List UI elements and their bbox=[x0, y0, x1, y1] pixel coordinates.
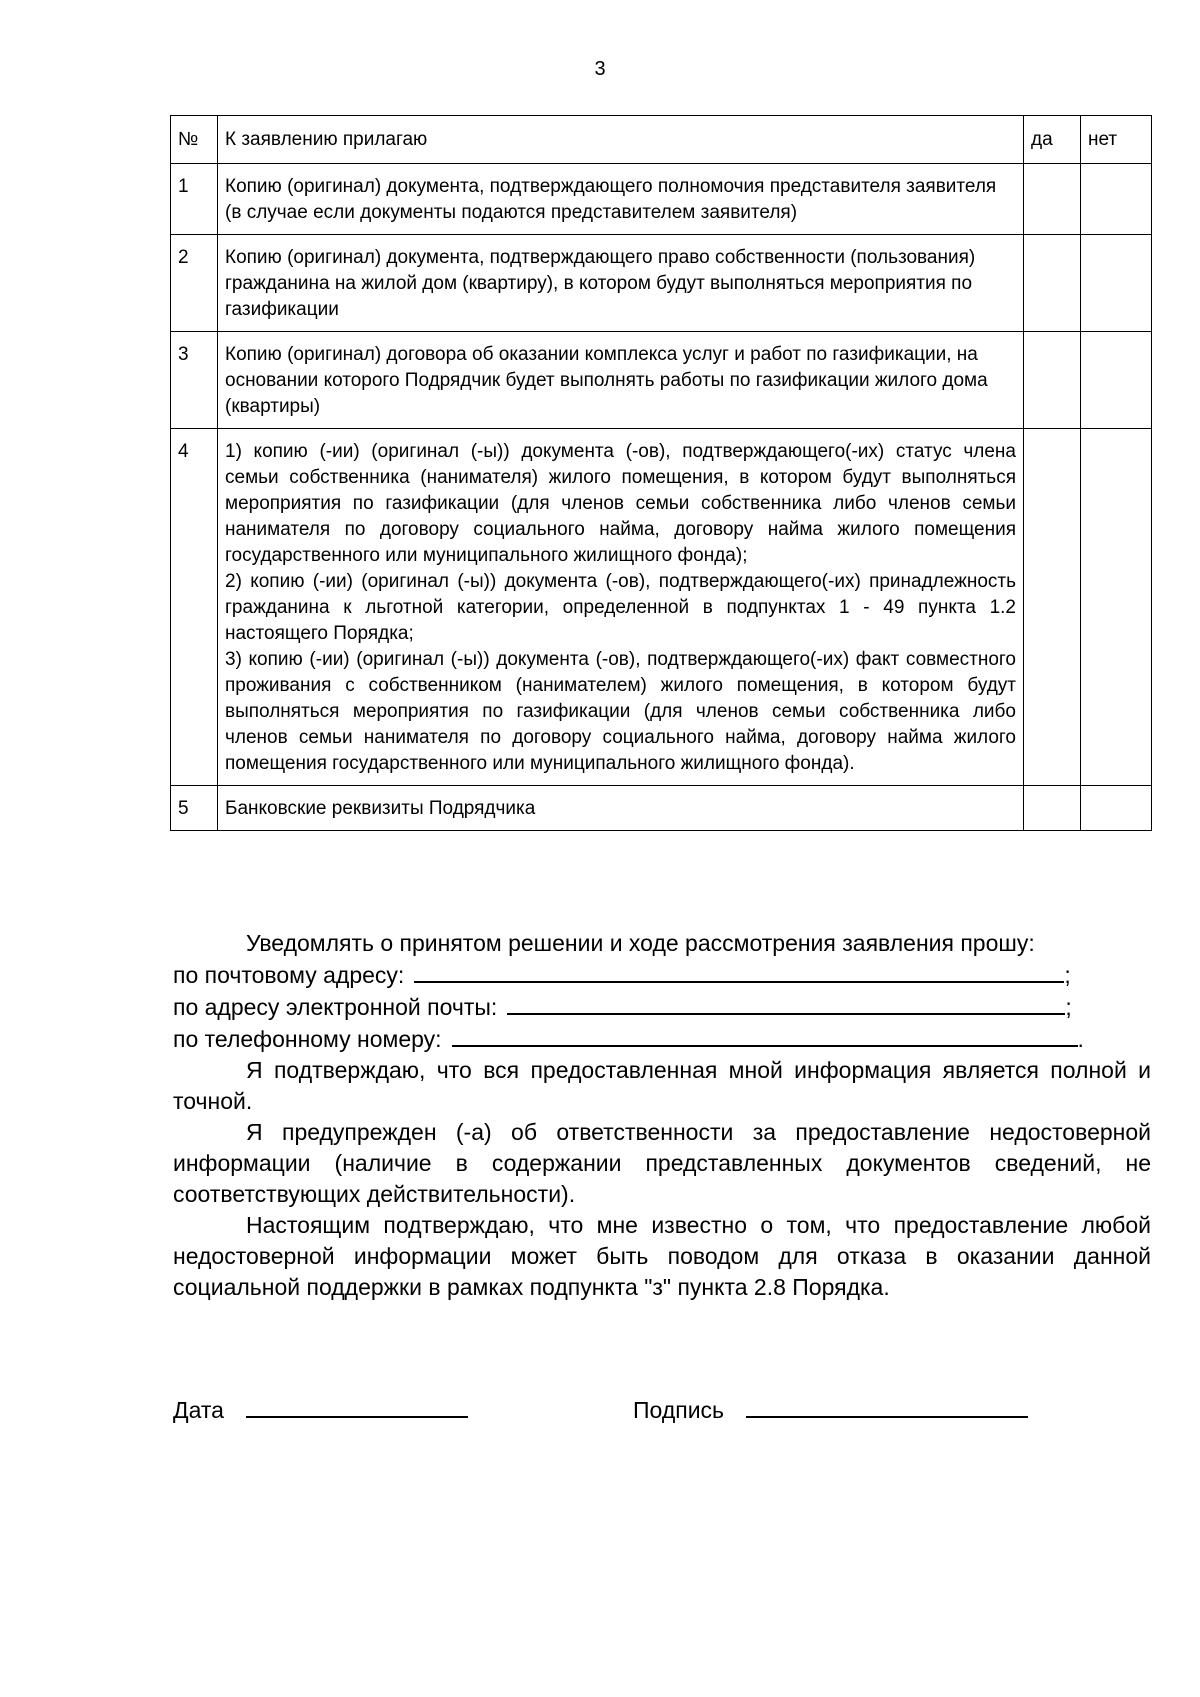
row-number: 5 bbox=[171, 786, 218, 831]
notification-section bbox=[173, 928, 1151, 1303]
header-no: нет bbox=[1081, 116, 1152, 164]
table-row bbox=[171, 786, 1152, 831]
date-field[interactable] bbox=[246, 1394, 468, 1418]
email-field[interactable] bbox=[507, 991, 1065, 1015]
postal-address-field[interactable] bbox=[414, 959, 1064, 983]
postal-address-row bbox=[173, 959, 1151, 991]
warning-paragraph: Я предупрежден (-а) об ответственности за предоставление недостоверной информации (наличие в содержании представленных документов сведений, не соответствующих действительности). bbox=[173, 1119, 1151, 1207]
attachments-table bbox=[170, 115, 1152, 831]
header-attachments: К заявлению прилагаю bbox=[218, 116, 1024, 164]
yes-checkbox-cell[interactable] bbox=[1024, 235, 1081, 332]
row-text: Копию (оригинал) документа, подтверждающего полномочия представителя заявителя (в случае если документы подаются представителем заявителя) bbox=[218, 164, 1024, 235]
email-end: ; bbox=[1065, 994, 1072, 1020]
notify-intro: Уведомлять о принятом решении и ходе рассмотрения заявления прошу: bbox=[246, 930, 1035, 956]
row-subitem: 3) копию (-ии) (оригинал (-ы)) документа (-ов), подтверждающего(-их) факт совместного проживания с собственником (нанимателем) жилого помещения, в котором будут выполняться мероприятия по газификации (для членов семьи собственника либо членов семьи нанимателя по договору социального найма, договору найма жилого помещения государственного или муниципального жилищного фонда). bbox=[225, 649, 1016, 774]
yes-checkbox-cell[interactable] bbox=[1024, 332, 1081, 429]
phone-label: по телефонному номеру: bbox=[173, 1026, 442, 1052]
signature-label: Подпись bbox=[633, 1397, 725, 1423]
phone-field[interactable] bbox=[452, 1023, 1078, 1047]
table-row bbox=[171, 164, 1152, 235]
table-header-row bbox=[171, 116, 1152, 164]
awareness-paragraph: Настоящим подтверждаю, что мне известно о том, что предоставление любой недостоверной информации может быть поводом для отказа в оказании данной социальной поддержки в рамках подпункта "з" пункта 2.8 Порядка. bbox=[173, 1212, 1151, 1300]
no-checkbox-cell[interactable] bbox=[1081, 332, 1152, 429]
row-number: 2 bbox=[171, 235, 218, 332]
yes-checkbox-cell[interactable] bbox=[1024, 164, 1081, 235]
yes-checkbox-cell[interactable] bbox=[1024, 786, 1081, 831]
row-text: Копию (оригинал) договора об оказании комплекса услуг и работ по газификации, на основании которого Подрядчик будет выполнять работы по газификации жилого дома (квартиры) bbox=[218, 332, 1024, 429]
row-number: 4 bbox=[171, 429, 218, 786]
header-number: № bbox=[171, 116, 218, 164]
no-checkbox-cell[interactable] bbox=[1081, 786, 1152, 831]
email-row bbox=[173, 991, 1151, 1023]
yes-checkbox-cell[interactable] bbox=[1024, 429, 1081, 786]
no-checkbox-cell[interactable] bbox=[1081, 235, 1152, 332]
row-subitem: 2) копию (-ии) (оригинал (-ы)) документа (-ов), подтверждающего(-их) принадлежность гражданина к льготной категории, определенной в подпунктах 1 - 49 пункта 1.2 настоящего Порядка; bbox=[225, 571, 1016, 644]
row-text bbox=[218, 429, 1024, 786]
confirm-paragraph: Я подтверждаю, что вся предоставленная мной информация является полной и точной. bbox=[173, 1057, 1151, 1114]
postal-address-end: ; bbox=[1064, 962, 1071, 988]
row-number: 1 bbox=[171, 164, 218, 235]
table-row bbox=[171, 429, 1152, 786]
row-text: Банковские реквизиты Подрядчика bbox=[218, 786, 1024, 831]
table-row bbox=[171, 235, 1152, 332]
row-number: 3 bbox=[171, 332, 218, 429]
no-checkbox-cell[interactable] bbox=[1081, 164, 1152, 235]
date-label: Дата bbox=[173, 1397, 224, 1423]
no-checkbox-cell[interactable] bbox=[1081, 429, 1152, 786]
row-text: Копию (оригинал) документа, подтверждающего право собственности (пользования) гражданина на жилой дом (квартиру), в котором будут выполняться мероприятия по газификации bbox=[218, 235, 1024, 332]
table-row bbox=[171, 332, 1152, 429]
postal-address-label: по почтовому адресу: bbox=[173, 962, 405, 988]
email-label: по адресу электронной почты: bbox=[173, 994, 498, 1020]
phone-row bbox=[173, 1023, 1151, 1055]
phone-end: . bbox=[1077, 1026, 1084, 1052]
date-block bbox=[173, 1394, 468, 1424]
signature-block bbox=[633, 1394, 1028, 1424]
page-number: 3 bbox=[594, 58, 606, 80]
signature-field[interactable] bbox=[746, 1394, 1028, 1418]
header-yes: да bbox=[1024, 116, 1081, 164]
row-subitem: 1) копию (-ии) (оригинал (-ы)) документа (-ов), подтверждающего(-их) статус члена семьи собственника (нанимателя) жилого помещения, в котором будут выполняться мероприятия по газификации (для членов семьи собственника либо членов семьи нанимателя по договору социального найма, договору найма жилого помещения государственного или муниципального жилищного фонда); bbox=[225, 441, 1016, 566]
